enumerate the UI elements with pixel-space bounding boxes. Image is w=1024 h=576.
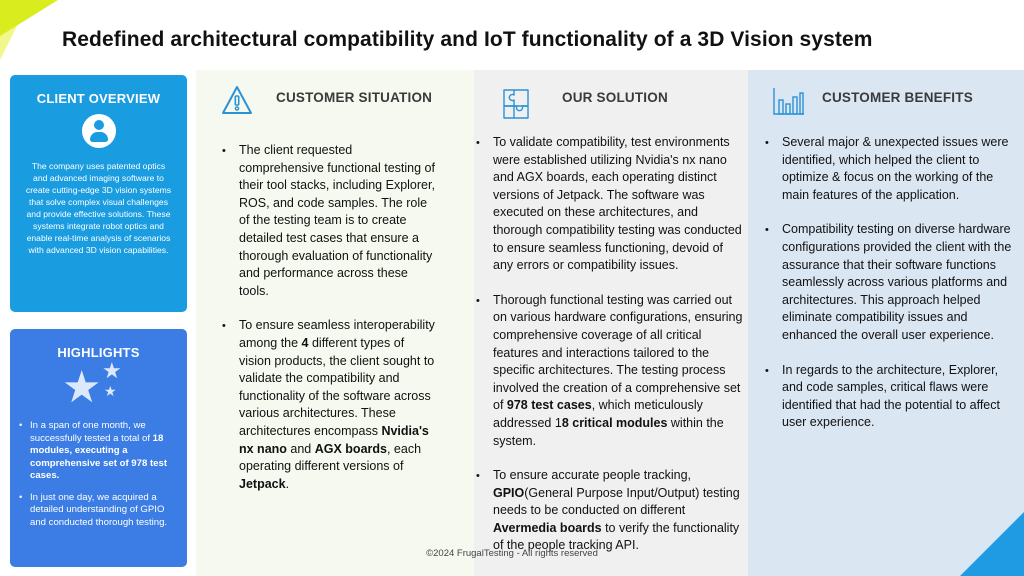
customer-situation-heading: CUSTOMER SITUATION [276,90,433,105]
situation-bullet: • The client requested comprehensive functional testing of their tool stacks, including Explorer, ROS, and code samples. The role of the testing team is to create detailed test cases that ensure a thorough evaluation of functionality and performance across these tools. [239,142,439,300]
corner-accent-bottom [960,512,1024,576]
corner-accent [0,0,58,36]
client-overview-text: The company uses patented optics and advanced imaging software to create cutting-edge 3D vision systems that solve complex visual challenges and provide effective solutions. These systems integrate robot optics and enable real-time analysis of scenarios with advanced 3D vision capabilities. [25,161,172,255]
user-icon [82,114,116,148]
customer-situation-list [239,142,439,510]
customer-benefits-heading: CUSTOMER BENEFITS [822,90,973,105]
customer-situation-column [196,70,474,576]
benefit-bullet: • Compatibility testing on diverse hardware configurations provided the client with the assurance that their software functions seamlessly across various platforms and architectures. This approach helped eliminate compatibility issues and enhanced the overall user experience. [782,221,1018,344]
customer-situation-header [220,84,464,124]
benefit-bullet: • Several major & unexpected issues were identified, which helped the client to optimize & focus on the working of the main features of the application. [782,134,1018,204]
our-solution-header [498,84,738,124]
highlights-card [10,329,187,567]
customer-benefits-column [748,70,1024,576]
client-overview-card [10,75,187,312]
highlight-item: • In just one day, we acquired a detailed understanding of GPIO and conducted thorough testing. [30,492,177,530]
solution-bullet: • To ensure accurate people tracking, GPIO(General Purpose Input/Output) testing needs to be conducted on different Avermedia boards to verify the functionality of the people tracking API. [493,467,743,555]
customer-benefits-list [782,134,1018,449]
warning-icon [220,84,254,123]
highlight-item: • In a span of one month, we successfully tested a total of 18 modules, executing a comprehensive set of 978 test cases. [30,420,177,483]
footer-copyright: ©2024 FrugalTesting - All rights reserved [426,548,598,559]
puzzle-icon [498,84,536,127]
client-overview-heading: CLIENT OVERVIEW [36,91,161,106]
bar-chart-icon [772,84,806,123]
highlights-list [10,420,187,529]
our-solution-column [474,70,748,576]
our-solution-list [493,134,743,572]
highlights-heading: HIGHLIGHTS [57,345,140,360]
stars-icon: ★ ★ ★ [62,358,122,412]
our-solution-heading: OUR SOLUTION [562,90,668,105]
situation-bullet: • To ensure seamless interoperability among the 4 different types of vision products, the client sought to validate the compatibility and functionality of the software across various architectures. These architectures encompass Nvidia's nx nano and AGX boards, each operating different versions of Jetpack. [239,317,439,493]
solution-bullet: • To validate compatibility, test environments were established utilizing Nvidia's nx nano and AGX boards, each operating distinct versions of Jetpack. The software was executed on these architectures, and thorough compatibility testing was conducted to ensure seamless functioning, devoid of any errors or compatibility issues. [493,134,743,275]
customer-benefits-header [772,84,1014,124]
solution-bullet: • Thorough functional testing was carried out on various hardware configurations, ensuring comprehensive coverage of all critical features and interactions tailored to the specific architectures. The testing process involved the creation of a comprehensive set of 978 test cases, which meticulously addressed 18 critical modules within the system. [493,292,743,450]
benefit-bullet: • In regards to the architecture, Explorer, and code samples, critical flaws were identified that had the potential to affect user experience. [782,362,1018,432]
page-title: Redefined architectural compatibility and IoT functionality of a 3D Vision system [62,28,873,51]
